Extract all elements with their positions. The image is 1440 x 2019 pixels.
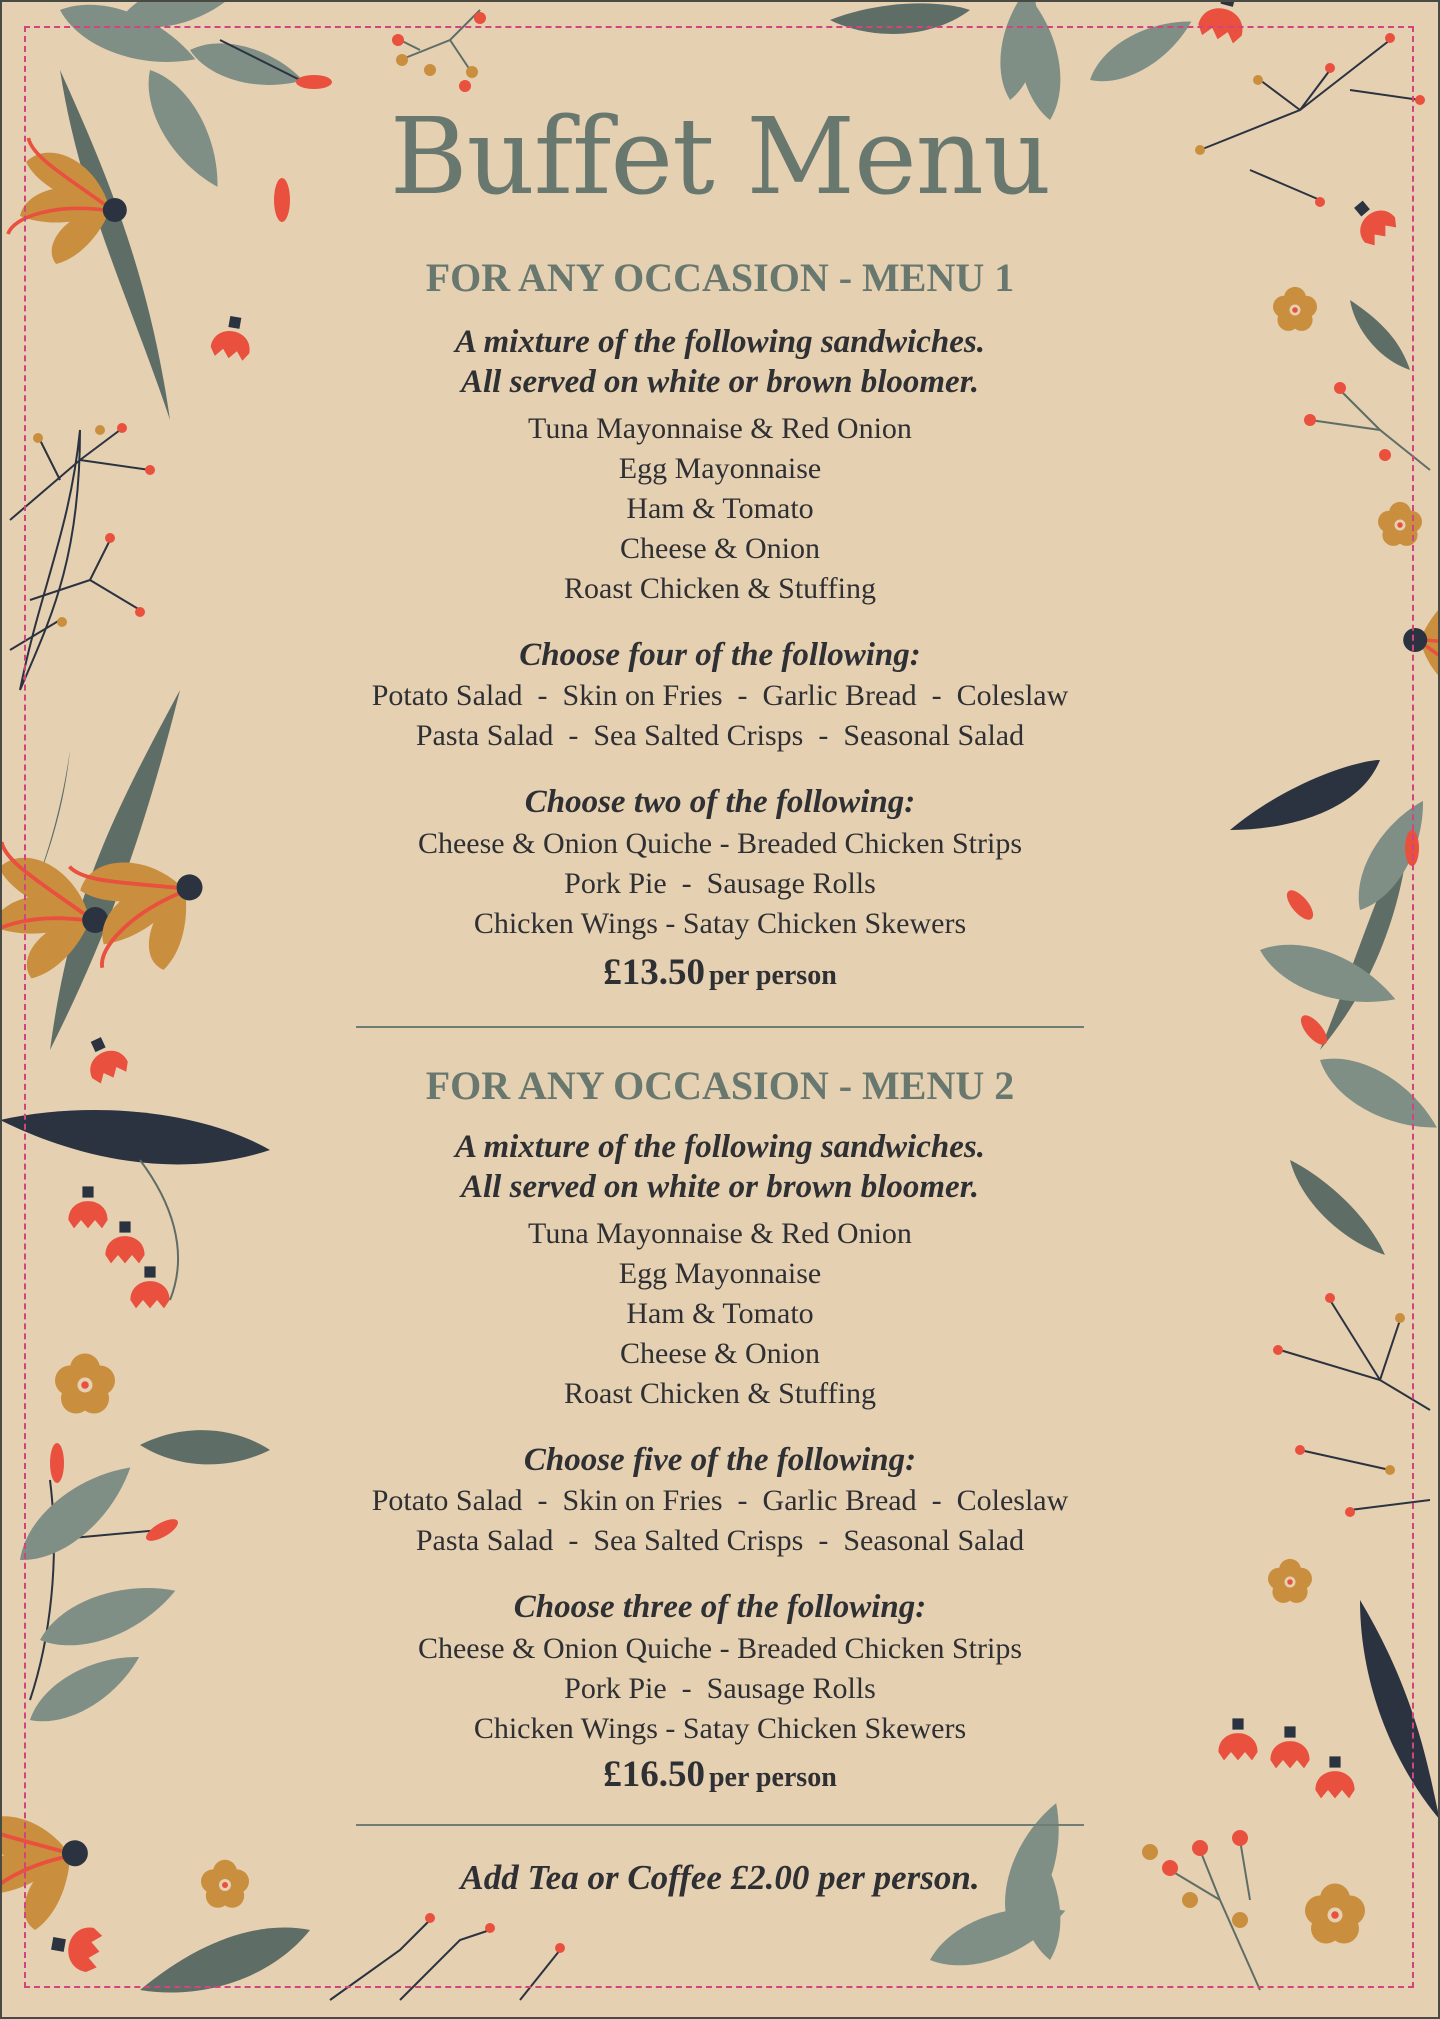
menu-2-heading: FOR ANY OCCASION - MENU 2	[425, 1063, 1015, 1108]
menu-2-choice-a-title: Choose five of the following:	[523, 1442, 917, 1478]
menu-1-sandwich: Roast Chicken & Stuffing	[564, 572, 876, 605]
menu-1-choice-b-line: Chicken Wings - Satay Chicken Skewers	[473, 907, 967, 940]
menu-2-choice-b-line: Chicken Wings - Satay Chicken Skewers	[473, 1712, 967, 1745]
menu-2-intro-line-1: A mixture of the following sandwiches.	[455, 1129, 985, 1165]
footer-note: Add Tea or Coffee £2.00 per person.	[460, 1858, 980, 1897]
menu-2-sandwich: Cheese & Onion	[620, 1337, 820, 1370]
menu-1-intro-line-1: A mixture of the following sandwiches.	[455, 324, 985, 360]
menu-1-choice-b-line: Pork Pie - Sausage Rolls	[564, 867, 876, 900]
section-divider	[356, 1824, 1084, 1826]
menu-2-sandwich: Roast Chicken & Stuffing	[564, 1377, 876, 1410]
menu-1-intro-line-2: All served on white or brown bloomer.	[461, 364, 979, 400]
menu-1-choice-a-line: Potato Salad - Skin on Fries - Garlic Bread - Coleslaw	[371, 679, 1069, 712]
menu-2-price	[300, 1753, 1140, 1796]
section-divider	[356, 1026, 1084, 1028]
menu-2-choice-b-title: Choose three of the following:	[513, 1589, 927, 1625]
menu-1-choice-b-line: Cheese & Onion Quiche - Breaded Chicken Strips	[417, 827, 1023, 860]
menu-1-choice-a-line: Pasta Salad - Sea Salted Crisps - Seasonal Salad	[415, 719, 1025, 752]
menu-2-price-amount: £16.50	[603, 1754, 705, 1795]
menu-1-sandwich: Cheese & Onion	[620, 532, 820, 565]
menu-2-choice-b-line: Pork Pie - Sausage Rolls	[564, 1672, 876, 1705]
menu-1-choice-a-title: Choose four of the following:	[519, 637, 921, 673]
menu-2-price-unit: per person	[708, 1762, 837, 1793]
menu-1-heading: FOR ANY OCCASION - MENU 1	[425, 255, 1015, 300]
menu-2-choice-a-line: Potato Salad - Skin on Fries - Garlic Bread - Coleslaw	[371, 1484, 1069, 1517]
menu-1-sandwich: Ham & Tomato	[626, 492, 814, 525]
menu-1-choice-b-title: Choose two of the following:	[524, 784, 916, 820]
page-title: Buffet Menu	[389, 95, 1051, 218]
menu-2-intro-line-2: All served on white or brown bloomer.	[461, 1169, 979, 1205]
menu-1-price-amount: £13.50	[603, 952, 705, 993]
menu-1-price-unit: per person	[708, 960, 837, 991]
menu-2-sandwich: Tuna Mayonnaise & Red Onion	[528, 1217, 912, 1250]
menu-2-choice-b-line: Cheese & Onion Quiche - Breaded Chicken Strips	[417, 1632, 1023, 1665]
menu-1-sandwich: Tuna Mayonnaise & Red Onion	[528, 412, 912, 445]
menu-2-sandwich: Ham & Tomato	[626, 1297, 814, 1330]
menu-1-sandwich: Egg Mayonnaise	[618, 452, 822, 485]
menu-2-sandwich: Egg Mayonnaise	[618, 1257, 822, 1290]
menu-1-price	[300, 951, 1140, 994]
menu-2-choice-a-line: Pasta Salad - Sea Salted Crisps - Seasonal Salad	[415, 1524, 1025, 1557]
